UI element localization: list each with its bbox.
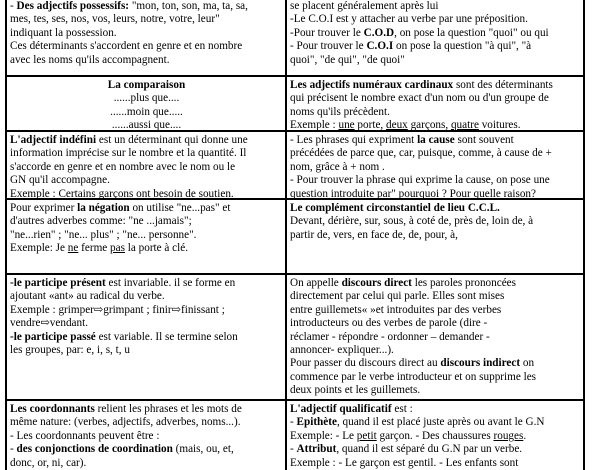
text-run: Devant, dérière, sur, sous, à coté de, près de, loin de, à — [290, 215, 534, 228]
text-run: voitures. — [478, 119, 521, 130]
text-run: vendre⇨vendant. — [10, 317, 89, 330]
text-line — [290, 13, 581, 26]
text-run: ......plus que.... — [113, 92, 180, 105]
text-run: on — [520, 357, 535, 370]
text-run: - Les coordonnants peuvent être : — [10, 429, 160, 442]
text-line — [10, 13, 283, 26]
text-line — [290, 161, 581, 174]
text-run: annoncer- expliquer...). — [290, 344, 394, 357]
text-line — [290, 344, 581, 357]
text-run: est un déterminant qui donne une — [96, 134, 248, 146]
text-line — [10, 161, 283, 174]
text-line — [10, 457, 283, 469]
bold-term: L'adjectif indéfini — [10, 134, 97, 146]
text-run: Exemple : - Le garçon est gentil. - Les enfants sont — [290, 456, 519, 469]
text-line — [10, 215, 283, 228]
bold-term: la cause — [417, 134, 455, 146]
text-run: commence par le verbe introducteur et on supprime les — [290, 370, 537, 383]
text-line — [290, 443, 581, 456]
text-line — [290, 40, 581, 53]
text-line — [290, 317, 581, 330]
text-line — [10, 443, 283, 456]
text-line — [10, 304, 283, 317]
row-divider — [6, 399, 584, 401]
text-run: , quand il est séparé du G.N par un verbe. — [336, 443, 523, 456]
bold-term: Le complément circonstantiel de lieu — [290, 202, 466, 214]
text-line — [290, 147, 581, 160]
text-run: - Pour trouver le — [290, 40, 367, 53]
table-cell — [10, 202, 283, 273]
table-cell — [290, 403, 581, 469]
text-line — [290, 331, 581, 344]
bold-term: Attribut — [296, 443, 337, 456]
text-line — [290, 290, 581, 303]
text-line — [10, 92, 283, 105]
text-line — [290, 229, 581, 242]
text-run: sont des déterminants — [453, 79, 553, 91]
text-run: ......aussi que.... — [111, 119, 182, 130]
text-line — [10, 403, 283, 416]
bold-term: la négation — [77, 202, 130, 214]
text-run: nom, grâce à + nom . — [290, 160, 385, 173]
text-run: question introduite par" pourquoi ? Pour quelle raison? — [290, 187, 536, 198]
text-line — [10, 317, 283, 330]
text-line — [290, 106, 581, 119]
text-line — [290, 188, 581, 198]
text-line — [290, 79, 581, 92]
bold-term: C.O.D — [363, 26, 395, 39]
text-run: - — [10, 443, 17, 456]
text-run: entre guillemets« »et introduites par des verbes — [290, 303, 502, 316]
text-run: directement par celui qui parle. Elles sont mises — [290, 290, 505, 303]
text-run: même nature: (verbes, adjectifs, adverbes, noms...). — [10, 416, 241, 429]
text-run: deux points et les guillemets. — [290, 384, 421, 397]
text-run: indiquant la possession. — [10, 26, 117, 39]
underlined-example: une — [338, 119, 355, 130]
underlined-example: petit — [356, 429, 377, 442]
text-run: on pose la question "à qui", "à — [393, 40, 532, 53]
text-run: introducteurs ou des verbes de parole (dire - — [290, 317, 488, 330]
text-line — [10, 27, 283, 40]
text-run: sont souvent — [454, 134, 514, 146]
table-cell — [10, 134, 283, 198]
text-line — [290, 304, 581, 317]
text-line — [10, 331, 283, 344]
text-line — [290, 384, 581, 397]
text-run: est invariable. il se forme en — [105, 277, 236, 289]
text-run: ......moin que..... — [110, 105, 183, 118]
text-run: donc, or, ni, car). — [10, 456, 87, 469]
text-run: réclamer - répondre - ordonner – demander - — [290, 330, 490, 343]
text-run: porte, — [354, 119, 387, 130]
text-line — [290, 403, 581, 416]
row-divider — [6, 198, 584, 200]
text-line — [10, 188, 283, 198]
row-divider — [6, 130, 584, 132]
bold-term: discours indirect — [440, 357, 521, 370]
text-line — [10, 106, 283, 119]
text-run: (mais, ou, et, — [172, 443, 234, 456]
text-line — [290, 215, 581, 228]
text-run: - Pour trouver la phrase qui exprime la cause, on pose une — [290, 174, 550, 187]
text-run: avec les noms qu'ils accompagnent. — [10, 53, 170, 66]
text-run: est variable. Il se termine selon — [95, 330, 238, 343]
text-run: - Les phrases qui expriment — [290, 134, 418, 146]
text-run: information imprécise sur le nombre et la quantité. Il — [10, 147, 247, 160]
bold-term: C.C.L. — [467, 202, 500, 214]
text-run: quoi", "de qui", "de quoi" — [290, 53, 405, 66]
text-run: "mon, ton, son, ma, ta, sa, — [129, 0, 248, 12]
text-line — [10, 277, 283, 290]
text-line — [290, 0, 581, 13]
text-line — [290, 371, 581, 384]
text-line — [10, 79, 283, 92]
text-run: Exemple : — [290, 119, 339, 130]
text-line — [290, 54, 581, 67]
text-run: mes, tes, ses, nos, vos, leurs, notre, votre, leur" — [10, 13, 220, 26]
table-cell — [10, 0, 283, 75]
bold-term: L'adjectif qualificatif — [290, 403, 392, 415]
text-run: ferme — [78, 242, 111, 255]
text-run: est : — [391, 403, 413, 415]
text-run: la porte à clé. — [124, 242, 189, 255]
text-line — [10, 416, 283, 429]
text-line — [290, 27, 581, 40]
text-run: Exemple: Je — [10, 242, 68, 255]
text-run: se placent généralement après lui — [290, 0, 439, 12]
bold-term: Des adjectifs possessifs: — [16, 0, 130, 12]
text-line — [10, 147, 283, 160]
text-run: précédées de parce que, car, puisque, comme, à cause de + — [290, 147, 552, 160]
text-line — [10, 174, 283, 187]
text-run: ajoutant «ant» au radical du verbe. — [10, 290, 165, 303]
underlined-example: quatre — [450, 119, 479, 130]
table-cell — [290, 277, 581, 399]
text-line — [10, 0, 283, 13]
text-line — [290, 119, 581, 130]
text-line — [290, 202, 581, 215]
table-cell — [290, 202, 581, 273]
table-cell — [10, 277, 283, 399]
text-line — [290, 457, 581, 469]
bold-term: Les coordonnants — [10, 403, 95, 415]
table-cell — [290, 79, 581, 130]
text-run: , on pose la question "quoi" ou qui — [394, 26, 549, 39]
text-run: qui précisent le nombre exact d'un nom ou d'un groupe de — [290, 92, 549, 105]
text-line — [10, 344, 283, 357]
text-line — [290, 277, 581, 290]
text-line — [290, 430, 581, 443]
text-run: noms qu'ils précèdent. — [290, 105, 390, 118]
text-line — [10, 242, 283, 255]
underlined-example: deux — [386, 119, 408, 130]
table-cell — [10, 79, 283, 130]
text-run: s'accorde en genre et en nombre avec le nom ou le — [10, 160, 236, 173]
text-run: relient les phrases et les mots de — [94, 403, 242, 415]
text-run: , quand il est placé juste après ou avant le G.N — [336, 416, 545, 429]
text-line — [290, 92, 581, 105]
table-cell — [290, 134, 581, 198]
text-run: GN qu'il accompagne. — [10, 174, 110, 187]
text-run: -Le C.O.I est y attacher au verbe par une préposition. — [290, 13, 528, 26]
bold-term: Les adjectifs numéraux cardinaux — [290, 79, 454, 91]
text-line — [10, 119, 283, 130]
text-line — [10, 430, 283, 443]
text-line — [290, 174, 581, 187]
text-run: les groupes, par: e, i, s, t, u — [10, 344, 130, 357]
underlined-example: pas — [110, 242, 125, 255]
table-cell — [10, 403, 283, 469]
text-line — [10, 290, 283, 303]
underlined-example: ne — [67, 242, 79, 255]
text-run: garçon. - Des chaussures — [376, 429, 494, 442]
text-line — [290, 357, 581, 370]
bold-term: discours direct — [341, 277, 412, 289]
underlined-example: rouges — [493, 429, 524, 442]
text-line — [10, 40, 283, 53]
text-run: partir de, vers, en face de, de, pour, à, — [290, 228, 458, 241]
table-cell — [290, 0, 581, 75]
text-run: -Pour trouver le — [290, 26, 364, 39]
text-run: Pour passer du discours direct au — [290, 357, 441, 370]
text-line — [290, 134, 581, 147]
text-line — [290, 416, 581, 429]
text-run: - — [10, 0, 17, 12]
text-run: On appelle — [290, 277, 342, 289]
text-run: d'autres adverbes comme: "ne ...jamais"; — [10, 215, 192, 228]
bold-term: Epithète — [296, 416, 337, 429]
text-run: garçons ont besoin de soutien. — [95, 187, 234, 198]
underlined-example: Certains — [58, 187, 96, 198]
text-run: "ne...rien" ; "ne... plus" ; "ne... personne". — [10, 228, 197, 241]
text-line — [10, 134, 283, 147]
text-run: - — [290, 443, 297, 456]
text-run: Exemple : grimper⇨grimpant ; finir⇨finissant ; — [10, 303, 225, 316]
text-run: on utilise "ne...pas" et — [129, 202, 231, 214]
text-run: Exemple : — [10, 187, 59, 198]
row-divider — [6, 75, 584, 77]
bold-term: C.O.I — [366, 40, 394, 53]
text-line — [10, 202, 283, 215]
text-run: Ces déterminants s'accordent en genre et en nombre — [10, 40, 243, 53]
text-run: Pour exprimer — [10, 202, 78, 214]
bold-term: -le participe passé — [10, 330, 96, 343]
bold-term: -le participe présent — [10, 277, 106, 289]
text-run: . — [523, 429, 527, 442]
text-line — [10, 54, 283, 67]
bold-term: des conjonctions de coordination — [16, 443, 173, 456]
text-line — [10, 229, 283, 242]
text-run: garçons, — [407, 119, 451, 130]
row-divider — [6, 273, 584, 275]
bold-term: La comparaison — [107, 79, 186, 91]
text-run: Exemple: - Le — [290, 429, 357, 442]
text-run: les paroles prononcées — [411, 277, 516, 289]
text-run: - — [290, 416, 297, 429]
